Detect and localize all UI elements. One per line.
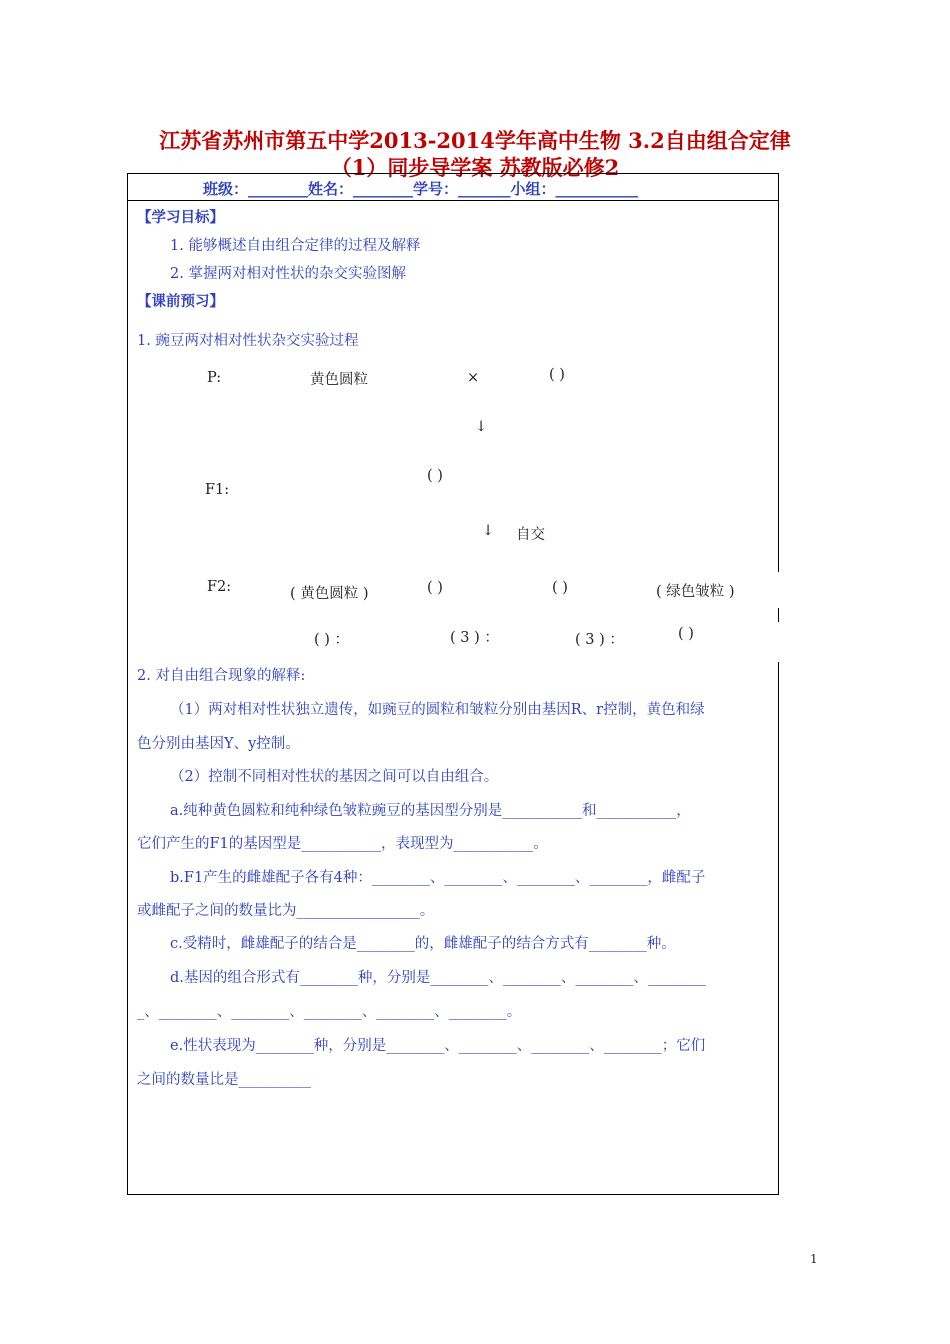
goal-item-1: 1. 能够概述自由组合定律的过程及解释 — [170, 238, 421, 254]
item-b-line-2: 或雌配子之间的数量比为_________________。 — [137, 903, 435, 919]
selfing-label: 自交 — [516, 527, 545, 543]
question-2: 2. 对自由组合现象的解释: — [137, 668, 306, 684]
title-line-1: 江苏省苏州市第五中学2013-2014学年高中生物 3.2自由组合定律 — [159, 128, 791, 153]
f1-blank: ( ) — [427, 468, 443, 484]
item-e-line-2: 之间的数量比是__________ — [137, 1072, 311, 1088]
item-e-line-1: e.性状表现为________种，分别是________、________、________、________；它们 — [170, 1038, 706, 1054]
f2-label: F2: — [207, 579, 232, 595]
cross-sign: × — [467, 370, 480, 386]
arrow-down-icon-2: ↓ — [482, 523, 495, 539]
explanation-1-line-1: （1）两对相对性状独立遗传，如豌豆的圆粒和皱粒分别由基因R、r控制，黄色和绿 — [170, 702, 705, 718]
p-parent-1: 黄色圆粒 — [310, 372, 368, 388]
preview-heading: 【课前预习】 — [137, 293, 224, 310]
ratio-item-3: ( 3 ) ： — [575, 632, 624, 648]
p-parent-2-blank: ( ) — [549, 367, 565, 383]
item-a-line-1: a.纯种黄色圆粒和纯种绿色皱粒豌豆的基因型分别是___________和___________， — [170, 803, 691, 819]
page-number: 1 — [810, 1252, 818, 1266]
ratio-item-4: ( ) — [678, 626, 694, 642]
item-d-line-2: _、________、________、________、________、________。 — [137, 1004, 522, 1020]
explanation-2: （2）控制不同相对性状的基因之间可以自由组合。 — [170, 769, 499, 785]
header-divider — [127, 200, 778, 201]
student-info-line: 班级：________姓名：________学号：_______小组：___________ — [203, 180, 639, 198]
p-label: P: — [207, 370, 222, 386]
arrow-down-icon: ↓ — [475, 419, 488, 435]
question-1: 1. 豌豆两对相对性状杂交实验过程 — [137, 333, 359, 349]
item-a-line-2: 它们产生的F1的基因型是___________，表现型为___________。 — [137, 836, 548, 852]
f2-phenotype-4: ( 绿色皱粒 ) — [656, 584, 735, 600]
f1-label: F1: — [205, 482, 230, 498]
explanation-1-line-2: 色分别由基因Y、y控制。 — [137, 736, 300, 752]
ratio-item-1: ( ) ： — [314, 632, 350, 648]
goal-item-2: 2. 掌握两对相对性状的杂交实验图解 — [170, 266, 406, 282]
item-c: c.受精时，雌雄配子的结合是________的，雌雄配子的结合方式有________种。 — [170, 936, 676, 952]
f2-phenotype-2: ( ) — [427, 580, 443, 596]
goals-heading: 【学习目标】 — [137, 209, 224, 226]
f2-phenotype-3: ( ) — [552, 580, 568, 596]
ratio-item-2: ( 3 ) ： — [450, 630, 499, 646]
item-d-line-1: d.基因的组合形式有________种，分别是________、________、________、________ — [170, 970, 706, 986]
title-line-2: （1）同步导学案 苏教版必修2 — [330, 155, 620, 180]
item-b-line-1: b.F1产生的雌雄配子各有4种：________、________、________、________，雌配子 — [170, 870, 706, 886]
f2-phenotype-1: ( 黄色圆粒 ) — [290, 586, 369, 602]
